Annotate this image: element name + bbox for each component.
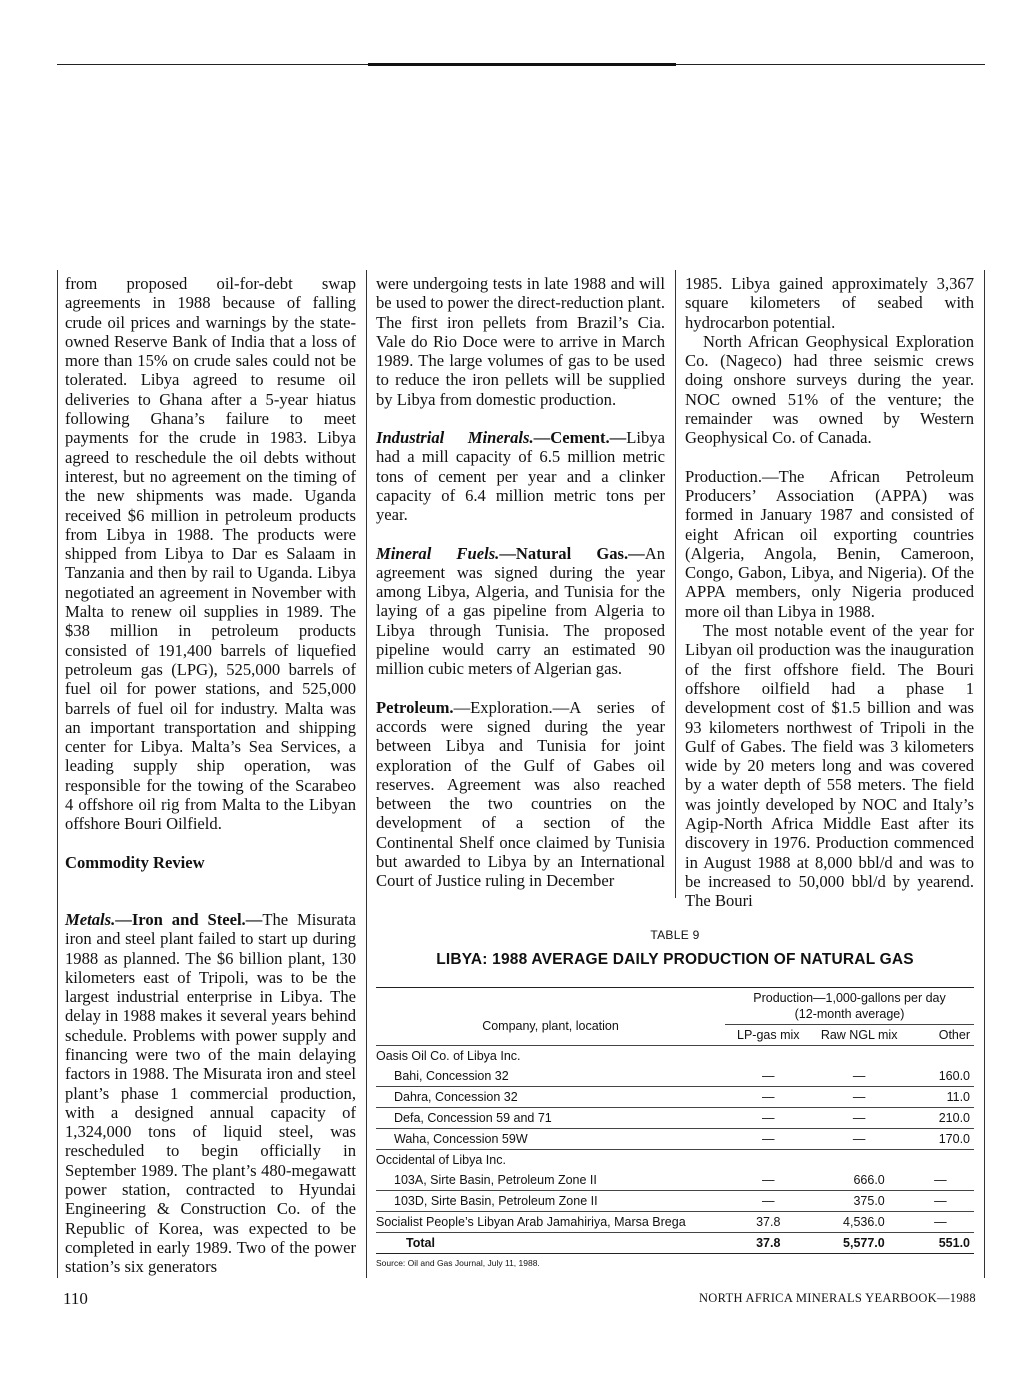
other-cell: 160.0 xyxy=(907,1066,974,1087)
industrial-minerals-heading: Industrial Minerals. xyxy=(376,428,534,448)
col3-paragraph-4: The most notable event of the year for Libyan oil production was the inauguration of the first offshore field. The Bouri offshore oilfield had a phase 1 development cost of $1.5 billion and was 93 kilometers northwest of Tripoli in the Gulf of Gabes. The field was 3 kilometers wide by 20 meters long and was covered by a water depth of 558 meters. The field was jointly developed by NOC and Italy’s Agip-North Africa Middle East after its discovery in 1976. Production commenced in August 1988 at 8,000 bbl/d and was to be increased to 50,000 bbl/d by yearend. The Bouri xyxy=(685,621,974,911)
page-number: 110 xyxy=(63,1289,88,1308)
total-other: 551.0 xyxy=(907,1233,974,1254)
running-footer: NORTH AFRICA MINERALS YEARBOOK—1988 xyxy=(698,1291,976,1305)
table-9 xyxy=(376,928,974,1268)
production-table xyxy=(376,987,974,1254)
other-cell: 11.0 xyxy=(907,1087,974,1108)
natural-gas-subheading: —Natural Gas.— xyxy=(499,543,645,563)
column-1 xyxy=(65,274,356,1277)
ngl-cell: 4,536.0 xyxy=(843,1215,885,1229)
lp-cell: — xyxy=(725,1087,811,1108)
total-ngl: 5,577.0 xyxy=(812,1233,907,1254)
other-cell: — xyxy=(934,1215,947,1229)
section-title-commodity-review: Commodity Review xyxy=(65,852,205,872)
lp-cell: 37.8 xyxy=(756,1215,781,1229)
ngl-cell: — xyxy=(812,1087,907,1108)
metals-paragraph xyxy=(65,910,356,1277)
header-other: Other xyxy=(907,1025,974,1046)
lp-cell: — xyxy=(725,1170,811,1191)
metals-subheading: —Iron and Steel.— xyxy=(115,909,263,929)
lp-cell xyxy=(725,1046,811,1067)
top-rule-bold xyxy=(368,63,676,66)
company-cell: Socialist People’s Libyan Arab Jamahiriya, Marsa Brega xyxy=(376,1215,686,1229)
natural-gas-text: An agreement was signed during the year among Libya, Algeria, and Tunisia for the laying of a gas pipeline from Algeria to Libya through Tunisia. The proposed pipeline would carry an estimated 90 million cubic meters of Algerian gas. xyxy=(376,543,665,679)
cement-subheading: —Cement.— xyxy=(533,428,627,448)
lp-cell xyxy=(725,1150,811,1171)
metals-text: The Misurata iron and steel plant failed to start up during 1988 as planned. The $6 billion plant, 130 kilometers east of Tripoli, was to be the largest industrial enterprise in Libya. The delay in 1988 makes it several years behind schedule. Problems with power supply and financing were two of the main delaying factors in 1988. The Misurata iron and steel plant’s phase 1 commercial production, with a designed annual capacity of 1,324,000 tons of liquid steel, was rescheduled to begin officially in September 1989. The plant’s 480-megawatt power station, contracted to Hyundai Engineering & Construction Co. of the Republic of Korea, was expected to be completed in early 1989. Two of the power station’s six generators xyxy=(65,909,357,1277)
petroleum-paragraph xyxy=(376,698,665,891)
table-row xyxy=(376,1170,974,1191)
ngl-cell: 375.0 xyxy=(812,1191,907,1212)
column-rule-left xyxy=(57,270,58,1278)
other-cell: 170.0 xyxy=(907,1129,974,1150)
table-source: Source: Oil and Gas Journal, July 11, 1988. xyxy=(376,1258,540,1268)
table-row xyxy=(376,1046,974,1067)
cement-text: Libya had a mill capacity of 6.5 million metric tons of cement per year and a clinker capacity of 6.4 million metric tons per year. xyxy=(376,428,665,525)
metals-heading: Metals. xyxy=(65,909,116,929)
column-rule-right xyxy=(984,270,985,1278)
company-cell: Oasis Oil Co. of Libya Inc. xyxy=(376,1049,521,1063)
ngl-cell xyxy=(812,1046,907,1067)
ngl-cell: — xyxy=(812,1066,907,1087)
mineral-fuels-paragraph xyxy=(376,544,665,679)
header-production-line1: Production—1,000-gallons per day xyxy=(753,991,946,1005)
total-label: Total xyxy=(376,1233,725,1254)
company-cell: 103A, Sirte Basin, Petroleum Zone II xyxy=(376,1170,725,1191)
exploration-subheading: —Exploration.— xyxy=(453,697,570,717)
table-row xyxy=(376,1066,974,1087)
column-rule-1 xyxy=(366,270,367,1278)
ngl-cell: 666.0 xyxy=(812,1170,907,1191)
header-company: Company, plant, location xyxy=(376,988,725,1046)
company-cell: Occidental of Libya Inc. xyxy=(376,1153,506,1167)
col1-paragraph: from proposed oil-for-debt swap agreements in 1988 because of falling crude oil prices and warnings by the state-owned Reserve Bank of India that a loss of more than 15% on crude sales could not be tolerated. Libya agreed to resume oil deliveries to Ghana after a 5-year hiatus following Ghana’s failure to meet payments for the crude in 1983. Libya agreed to reschedule the oil debts without interest, but no agreement on the timing of the new shipments was made. Uganda received $6 million in petroleum products from Libya in 1988. The products were shipped from Libya to Dar es Salaam in Tanzania and then by rail to Uganda. Libya negotiated an agreement in November with Malta to renew oil supplies in 1989. The $38 million in petroleum products consisted of 191,400 barrels of liquefied petroleum gas (LPG), 525,000 barrels of fuel oil for power stations, and 525,000 barrels of fuel oil for industry. Malta was an important transportation and shipping center for Libya. Malta’s Sea Services, a leading supply ship operation, was responsible for the towing of the Scarabeo 4 offshore oil rig from Malta to the Libyan offshore Bouri Oilfield. xyxy=(65,274,356,834)
table-row xyxy=(376,1108,974,1129)
other-cell: 210.0 xyxy=(907,1108,974,1129)
company-cell: Waha, Concession 59W xyxy=(376,1129,725,1150)
ngl-cell: — xyxy=(812,1108,907,1129)
company-cell: Defa, Concession 59 and 71 xyxy=(376,1108,725,1129)
lp-cell: — xyxy=(725,1191,811,1212)
table-total-row xyxy=(376,1233,974,1254)
col2-paragraph: were undergoing tests in late 1988 and will be used to power the direct-reduction plant. The first iron pellets from Brazil’s Cia. Vale do Rio Doce were to arrive in March 1989. The large volumes of gas to be used to reduce the iron pellets will be supplied by Libya from domestic production. xyxy=(376,274,665,409)
table-row xyxy=(376,1212,974,1233)
other-cell xyxy=(907,1046,974,1067)
other-cell: — xyxy=(907,1170,974,1191)
table-title: LIBYA: 1988 AVERAGE DAILY PRODUCTION OF NATURAL GAS xyxy=(436,951,914,968)
header-lp-gas: LP-gas mix xyxy=(725,1025,811,1046)
col3-paragraph-1: 1985. Libya gained approximately 3,367 square kilometers of seabed with hydrocarbon potential. xyxy=(685,274,974,332)
ngl-cell: — xyxy=(812,1129,907,1150)
table-label: TABLE 9 xyxy=(650,928,700,942)
total-lp: 37.8 xyxy=(725,1233,811,1254)
header-production-group xyxy=(725,988,974,1025)
col3-paragraph-2: North African Geophysical Exploration Co. (Nageco) had three seismic crews doing onshore surveys during the year. NOC owned 51% of the venture; the remainder was owned by Western Geophysical Co. of Canada. xyxy=(685,331,974,448)
table-row xyxy=(376,1129,974,1150)
other-cell xyxy=(907,1150,974,1171)
header-production-line2: (12-month average) xyxy=(794,1007,905,1021)
company-cell: Bahi, Concession 32 xyxy=(376,1066,725,1087)
petroleum-heading: Petroleum. xyxy=(376,697,454,717)
other-cell: — xyxy=(907,1191,974,1212)
lp-cell: — xyxy=(725,1066,811,1087)
table-row xyxy=(376,1087,974,1108)
col3-paragraph-3: Production.—The African Petroleum Producers’ Association (APPA) was formed in January 1987 and consisted of eight African oil exporting countries (Algeria, Angola, Benin, Cameroon, Congo, Gabon, Libya, and Nigeria). Of the APPA members, only Nigeria produced more oil than Libya in 1988. xyxy=(685,466,974,621)
table-row xyxy=(376,1150,974,1171)
table-row xyxy=(376,1191,974,1212)
exploration-text: A series of accords were signed during the year between Libya and Tunisia for joint exploration of the Gulf of Gabes oil reserves. Agreement was also reached between the two countries on the development of a section of the Continental Shelf once claimed by Tunisia but awarded to Libya by an International Court of Justice ruling in December xyxy=(376,697,665,891)
company-cell: 103D, Sirte Basin, Petroleum Zone II xyxy=(376,1191,725,1212)
column-3 xyxy=(685,274,974,911)
company-cell: Dahra, Concession 32 xyxy=(376,1087,725,1108)
lp-cell: — xyxy=(725,1129,811,1150)
header-raw-ngl: Raw NGL mix xyxy=(812,1025,907,1046)
industrial-minerals-paragraph xyxy=(376,428,665,524)
column-2 xyxy=(376,274,665,891)
mineral-fuels-heading: Mineral Fuels. xyxy=(376,543,500,563)
column-rule-2 xyxy=(675,270,676,898)
ngl-cell xyxy=(812,1150,907,1171)
lp-cell: — xyxy=(725,1108,811,1129)
